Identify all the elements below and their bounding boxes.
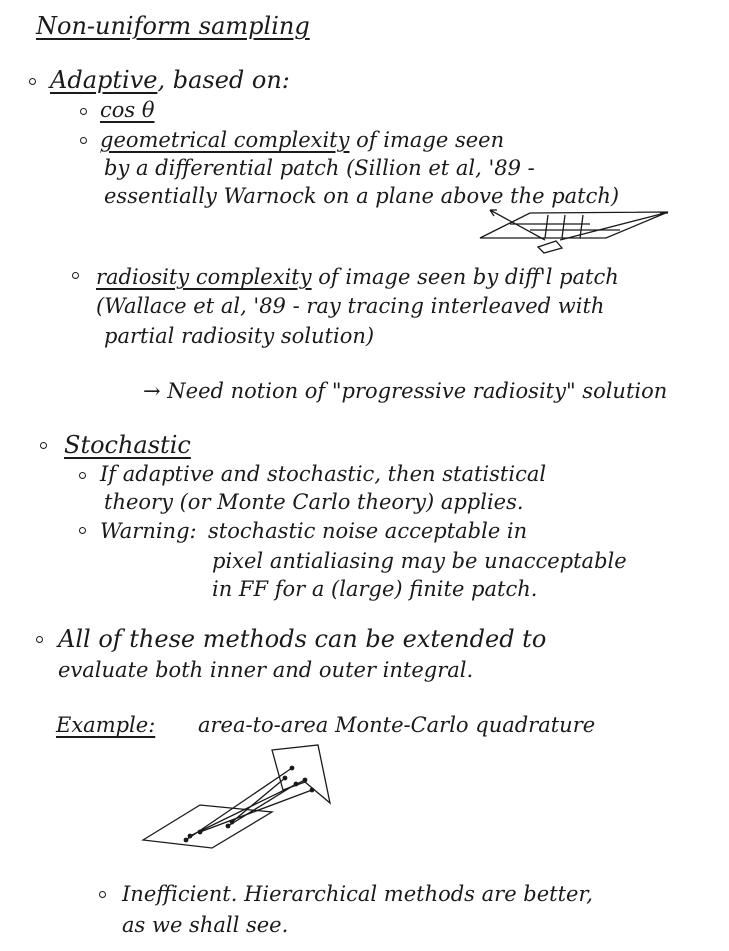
extend-line-1: All of these methods can be extended to — [58, 625, 547, 653]
rad-line-3: partial radiosity solution) — [104, 324, 375, 348]
sample-point — [310, 788, 315, 793]
extend-line-2: evaluate both inner and outer integral. — [58, 658, 474, 682]
warning-line-2: pixel antialiasing may be unacceptable — [212, 549, 627, 573]
example-text: area-to-area Monte-Carlo quadrature — [198, 713, 596, 737]
sample-point — [294, 782, 299, 787]
conclusion-line-2: as we shall see. — [122, 913, 289, 937]
sample-point — [226, 824, 231, 829]
sample-point — [290, 766, 295, 771]
sample-point — [188, 834, 193, 839]
rad-rest: of image seen by diff'l patch — [311, 265, 619, 289]
rad-heading: radiosity complexity — [96, 265, 312, 289]
adaptive-heading: Adaptive — [50, 66, 158, 94]
sample-point — [230, 820, 235, 825]
stoch-line-2: theory (or Monte Carlo theory) applies. — [104, 490, 524, 514]
ray-3 — [200, 790, 312, 832]
sample-point — [283, 776, 288, 781]
geom-heading: geometrical complexity — [100, 128, 350, 152]
bullet-conclusion — [99, 891, 106, 898]
warning-line-1: stochastic noise acceptable in — [208, 519, 528, 543]
conclusion-line-1: Inefficient. Hierarchical methods are better, — [122, 882, 593, 906]
example-label: Example: — [56, 713, 156, 737]
need-note: → Need notion of "progressive radiosity" solution — [143, 379, 668, 403]
warning-line-3: in FF for a (large) finite patch. — [212, 577, 538, 601]
sample-point — [303, 778, 308, 783]
rad-line-2: (Wallace et al, '89 - ray tracing interleaved with — [96, 294, 605, 318]
sample-point — [198, 830, 203, 835]
adaptive-heading-rest: , based on: — [157, 66, 290, 94]
stochastic-heading: Stochastic — [64, 431, 191, 459]
stoch-line-1: If adaptive and stochastic, then statistical — [100, 462, 547, 486]
ray-5 — [232, 778, 285, 822]
geom-rest: of image seen — [349, 128, 505, 152]
page-title: Non-uniform sampling — [36, 12, 310, 40]
warning-label: Warning: — [100, 519, 197, 543]
geom-line-2: by a differential patch (Sillion et al, '89 - — [104, 156, 535, 180]
sample-point — [184, 838, 189, 843]
geom-line-3: essentially Warnock on a plane above the patch) — [104, 184, 620, 208]
cos-theta-text: cos θ — [100, 98, 155, 122]
